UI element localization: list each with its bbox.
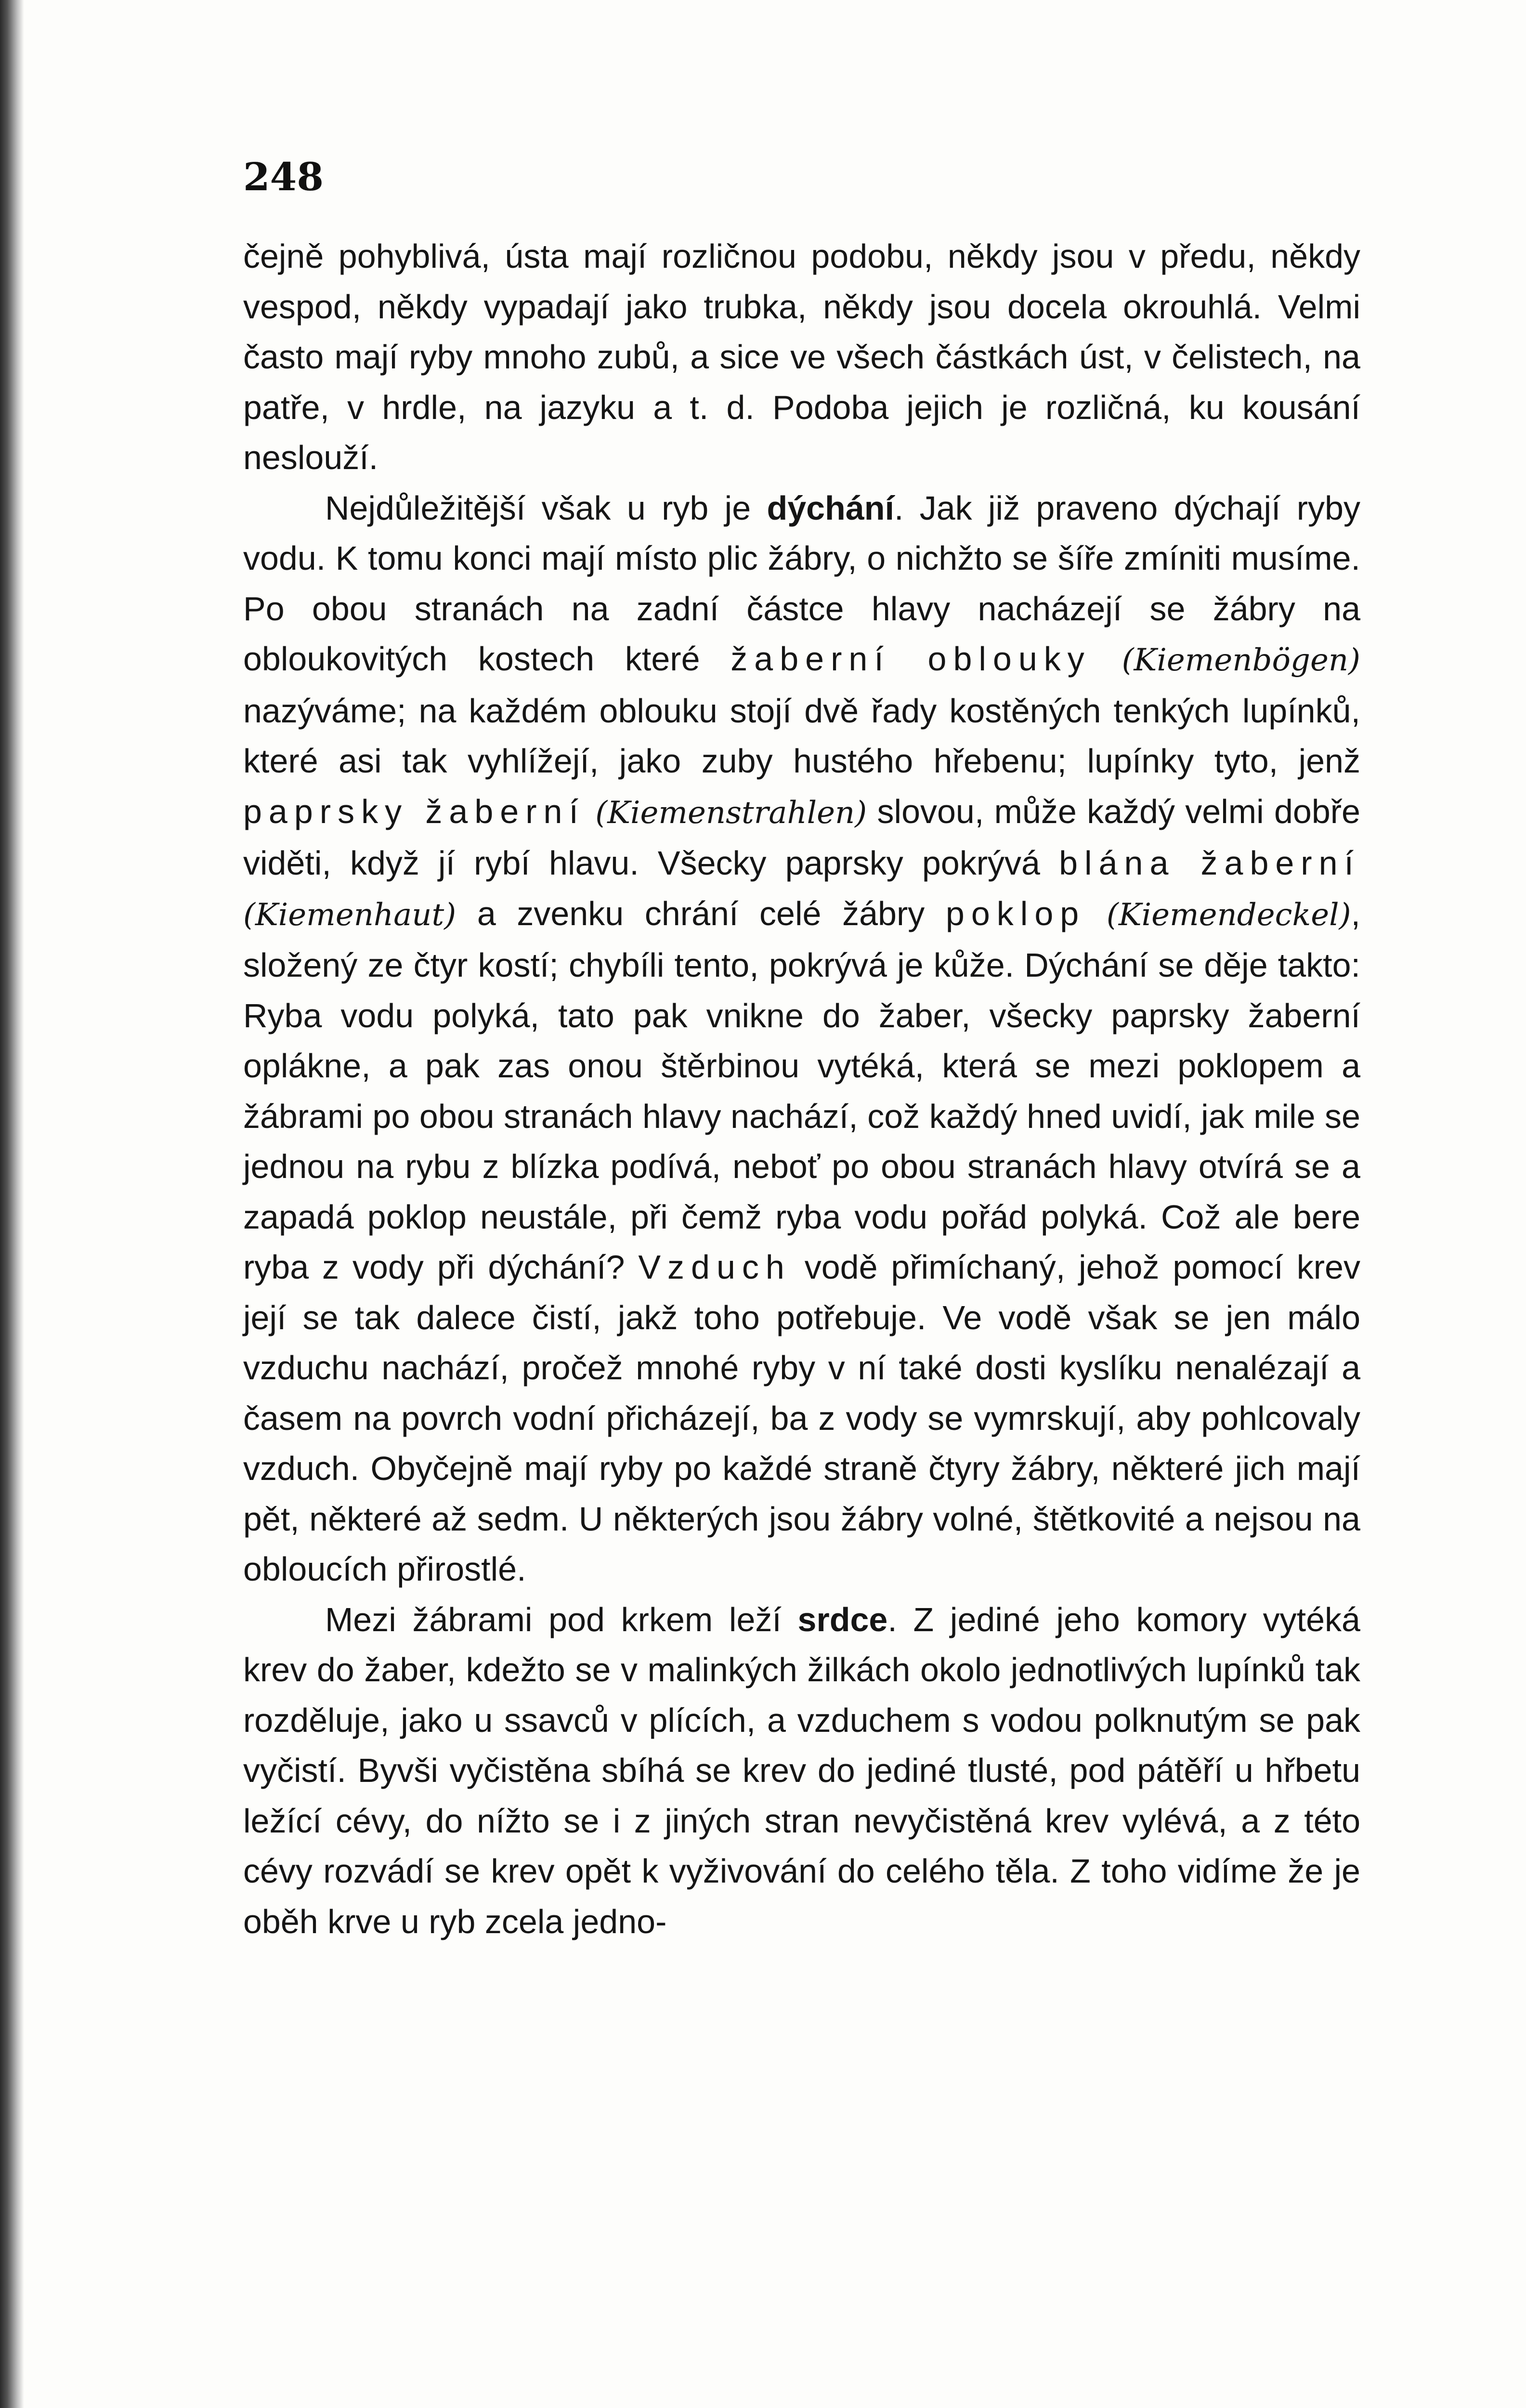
text-run: žaberní oblouky — [730, 640, 1091, 678]
text-run: Mezi žábrami pod krkem leží — [325, 1600, 798, 1638]
text-run: (Kiemenstrahlen) — [595, 795, 867, 831]
text-run: (Kiemenbögen) — [1122, 642, 1360, 678]
text-run: , složený ze čtyr kostí; chybíli tento, pokrývá je kůže. Dýchání se děje takto: Ryba vodu polyká, tato pak vnikne do žaber, všecky paprsky žaberní oplákne, a pak zas onou štěrbinou vytéká, která se mezi poklopem a žábrami po obou stranách hlavy nachází, což každý hned uvidí, jak mile se jednou na rybu z blízka podívá, neboť po obou stranách hlavy otvírá se a zapadá poklop neustále, při čemž ryba vodu pořád polyká. Což ale bere ryba z vody při dýchání? — [243, 894, 1360, 1286]
text-run: . Z jediné jeho komory vytéká krev do žaber, kdežto se v malinkých žilkách okolo jednotlivých lupínků tak rozděluje, jako u ssavců v plících, a vzduchem s vodou polknutým se pak vyčistí. Byvši vyčistěna sbíhá se krev do jediné tlusté, pod pátěří u hřbetu ležící cévy, do nížto se i z jiných stran nevyčistěná krev vylévá, a z této cévy rozvádí se krev opět k vyživování do celého těla. Z toho vidíme že je oběh krve u ryb zcela jedno- — [243, 1600, 1360, 1940]
text-run: slovou, může každý velmi dobře viděti, když jí rybí hlavu. Všecky paprsky pokrývá — [243, 792, 1360, 882]
paragraph-2 — [243, 483, 1360, 1595]
text-run: Nejdůležitější však u ryb je — [325, 489, 767, 527]
book-binding-shadow — [0, 0, 24, 2408]
text-run: srdce — [797, 1600, 888, 1638]
text-run: blána žaberní — [1059, 844, 1360, 882]
text-run: nazýváme; na každém oblouku stojí dvě řady kostěných tenkých lupínků, které asi tak vyhlížejí, jako zuby hustého hřebenu; lupínky tyto, jenž — [243, 692, 1360, 780]
text-run: poklop — [945, 894, 1086, 932]
text-run: dýchání — [767, 489, 894, 527]
paragraph-3 — [243, 1595, 1360, 1947]
text-run — [1085, 895, 1107, 932]
body-text — [243, 231, 1360, 1947]
text-run: (Kiemenhaut) — [243, 897, 456, 933]
text-run: (Kiemendeckel) — [1106, 897, 1351, 933]
text-run: a zvenku chrání celé žábry — [456, 894, 946, 932]
text-run: Vzduch — [638, 1248, 791, 1286]
text-run — [1091, 640, 1122, 678]
text-run: vodě přimíchaný, jehož pomocí krev její se tak dalece čistí, jakž toho potřebuje. Ve vodě však se jen málo vzduchu nachází, pročež mnohé ryby v ní také dosti kyslíku nenalézají a časem na povrch vodní přicházejí, ba z vody se vymrskují, aby pohlcovaly vzduch. Obyčejně mají ryby po každé straně čtyry žábry, některé jich mají pět, některé až sedm. U některých jsou žábry volné, štětkovité a nejsou na obloucích přirostlé. — [243, 1248, 1360, 1588]
text-run: . Jak již praveno dýchají ryby vodu. K tomu konci mají místo plic žábry, o nichžto se šíře zmíniti musíme. Po obou stranách na zadní částce hlavy nacházejí se žábry na obloukovitých kostech které — [243, 489, 1360, 678]
text-run: paprsky žaberní — [243, 792, 585, 830]
page-number: 248 — [243, 154, 324, 199]
paragraph-1 — [243, 231, 1360, 483]
text-run — [585, 793, 595, 830]
text-run: čejně pohyblivá, ústa mají rozličnou podobu, někdy jsou v předu, někdy vespod, někdy vypadají jako trubka, někdy jsou docela okrouhlá. Velmi často mají ryby mnoho zubů, a sice ve všech částkách úst, v čelistech, na patře, v hrdle, na jazyku a t. d. Podoba jejich je rozličná, ku kousání neslouží. — [243, 237, 1360, 476]
